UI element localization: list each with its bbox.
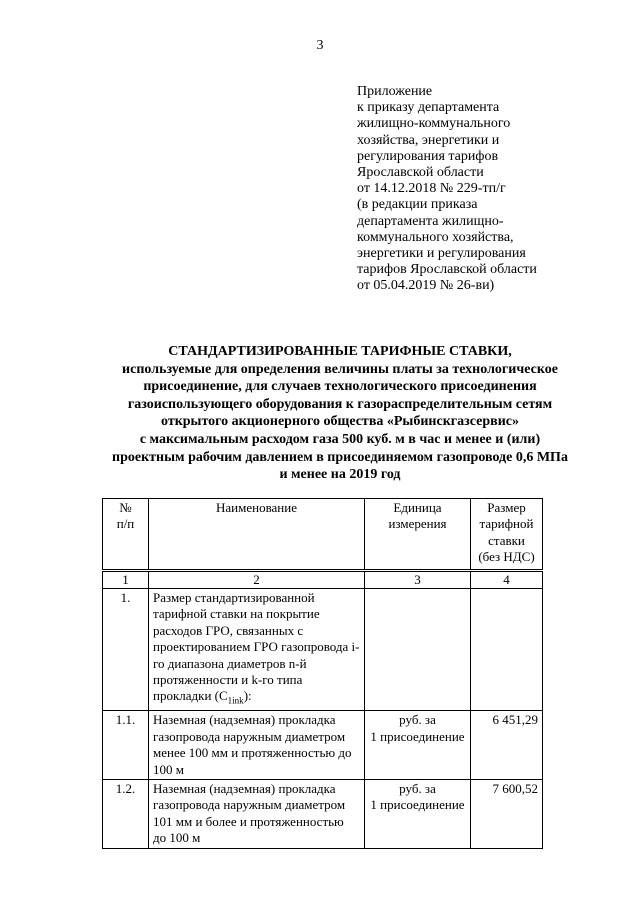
appendix-block [357,84,627,295]
index-cell: 2 [149,571,365,589]
header-unit: Единица измерения [365,499,471,571]
row-unit: руб. за 1 присоединение [365,711,471,780]
row-rate [471,589,543,711]
row-name: Наземная (надземная) прокладка газопровода наружным диаметром 101 мм и более и протяженностью до 100 м [149,780,365,849]
appendix-line: к приказу департамента [357,100,500,116]
table-row [103,711,543,780]
row-name: Наземная (надземная) прокладка газопровода наружным диаметром менее 100 мм и протяженностью до 100 м [149,711,365,780]
heading-line: открытого акционерного общества «Рыбинскгазсервис» [161,414,519,430]
table-index-row [103,571,543,589]
appendix-line: коммунального хозяйства, [357,229,514,245]
header-name: Наименование [149,499,365,571]
row-name: Размер стандартизированной тарифной ставки на покрытие расходов ГРО, связанных с проектированием ГРО газопровода i-го диапазона диаметров n-й протяженности и k-го типа прокладки $(C_{1ink})$: [149,589,365,711]
appendix-line: от 05.04.2019 № 26-ви) [357,278,495,294]
row-rate: 7 600,52 [471,780,543,849]
index-cell: 3 [365,571,471,589]
row-num: 1. [103,589,149,711]
page-number: 3 [316,38,324,53]
row-num: 1.1. [103,711,149,780]
header-rate: Размер тарифной ставки (без НДС) [471,499,543,571]
table-row [103,780,543,849]
appendix-line: энергетики и регулирования [357,246,526,262]
header-num: № п/п [103,499,149,571]
heading-line: используемые для определения величины платы за технологическое [122,361,558,377]
table-row [103,589,543,711]
heading-line: и менее на 2019 год [279,467,401,483]
appendix-line: Приложение [357,84,433,99]
appendix-line: от 14.12.2018 № 229-тп/г [357,181,506,197]
appendix-line: тарифов Ярославской области [357,262,537,278]
heading-line: проектным рабочим давлением в присоединяемом газопроводе 0,6 МПа [112,449,568,465]
heading-line: газоиспользующего оборудования к газораспределительным сетям [127,396,553,412]
heading-title: СТАНДАРТИЗИРОВАННЫЕ ТАРИФНЫЕ СТАВКИ, [168,344,512,359]
row-rate: 6 451,29 [471,711,543,780]
appendix-line: Ярославской области [357,165,484,181]
tariff-table [102,498,543,849]
appendix-line: департамента жилищно- [357,213,504,229]
appendix-line: (в редакции приказа [357,197,478,213]
appendix-line: регулирования тарифов [357,148,499,164]
index-cell: 1 [103,571,149,589]
heading-line: с максимальным расходом газа 500 куб. м в час и менее и (или) [139,431,541,447]
appendix-line: жилищно-коммунального [357,116,511,132]
heading-line: присоединение, для случаев технологического присоединения [143,379,537,395]
row-unit [365,589,471,711]
document-heading [90,343,590,484]
table-header-row [103,499,543,571]
index-cell: 4 [471,571,543,589]
row-unit: руб. за 1 присоединение [365,780,471,849]
appendix-line: хозяйства, энергетики и [357,132,500,148]
row-num: 1.2. [103,780,149,849]
